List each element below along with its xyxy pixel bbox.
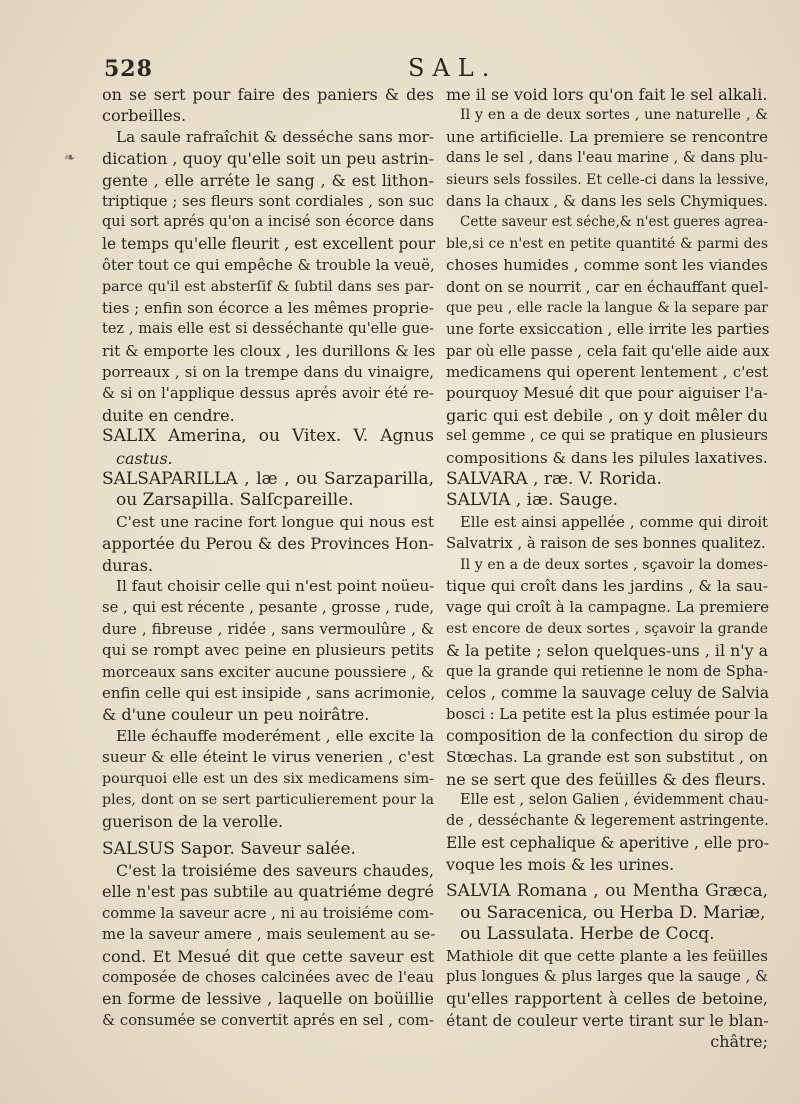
text-line: Elle est ainsi appellée , comme qui diroit [460, 513, 768, 531]
text-line: & consumée se convertit aprés en sel , com- [102, 1011, 434, 1029]
margin-mark: ❧ [64, 150, 76, 166]
text-line: bosci : La petite est la plus estimée pour la [446, 706, 768, 724]
text-line: dont on se nourrit , car en échauffant quel- [446, 278, 769, 296]
text-line: vage qui croît à la campagne. La premiere [446, 598, 769, 617]
text-line: voque les mois & les urines. [446, 855, 675, 875]
entry-heading-salvia-romana-cont: ou Saracenica, ou Herba D. Mariæ, [460, 902, 766, 923]
entry-heading-salvia-romana-cont2: ou Lassulata. Herbe de Cocq. [460, 924, 715, 945]
text-line: dure , fibreuse , ridée , sans vermoulûre , & [102, 620, 434, 638]
text-line: ples, dont on se sert particulierement pour la [102, 791, 434, 808]
text-line: par où elle passe , cela fait qu'elle aide aux [446, 342, 770, 360]
text-line: C'est la troisiéme des saveurs chaudes, [116, 861, 434, 881]
text-line: qui se rompt avec peine en plusieurs petits [102, 641, 434, 660]
text-line: C'est une racine fort longue qui nous est [116, 512, 434, 531]
text-line: Il faut choisir celle qui n'est point noüeu- [116, 576, 435, 595]
text-line: & la petite ; selon quelques-uns , il n'y a [446, 641, 768, 661]
text-line: Elle est , selon Galien , évidemment chau- [460, 791, 769, 808]
entry-heading-salsus: SALSUS Sapor. Saveur salée. [102, 838, 356, 859]
entry-heading-salix-cont: castus. [116, 448, 173, 468]
text-line: se , qui est récente , pesante , grosse , rude, [102, 599, 435, 617]
text-line: sueur & elle éteint le virus venerien , c'est [102, 748, 434, 767]
text-line: une forte exsiccation , elle irrite les parties [446, 321, 770, 339]
text-line: rit & emporte les cloux , les durillons & les [102, 341, 436, 360]
text-line: que peu , elle racle la langue & la separe par [446, 299, 768, 316]
text-line: dication , quoy qu'elle soit un peu astrin- [102, 149, 435, 169]
text-line: & si on l'applique dessus aprés avoir été re- [102, 385, 434, 403]
text-line: Stœchas. La grande est son substitut , on [446, 748, 768, 767]
text-line: parce qu'il est absterſif & ſubtil dans ses par- [102, 278, 434, 295]
text-line: Il y en a de deux sortes , sçavoir la domes- [460, 556, 768, 573]
text-line: Il y en a de deux sortes , une naturelle , & [460, 107, 768, 124]
text-line: on se sert pour faire des paniers & des [102, 85, 434, 104]
page-number: 528 [104, 56, 153, 82]
text-line: me la saveur amere , mais seulement au se- [102, 925, 436, 944]
text-line: ties ; enfin son écorce a les mêmes proprie- [102, 298, 434, 317]
right-column [446, 84, 768, 1053]
entry-heading-salsaparilla: SALSAPARILLA , læ , ou Sarzaparilla, [102, 469, 434, 490]
text-line: composition de la confection du sirop de [446, 726, 768, 745]
text-line: est encore de deux sortes , sçavoir la grande [446, 620, 768, 637]
text-line: châtre; [710, 1032, 768, 1052]
text-line: La saule rafraîchit & desséche sans mor- [116, 127, 434, 146]
text-line: en forme de lessive , laquelle on boüillie [102, 989, 434, 1009]
text-line: composée de choses calcinées avec de l'eau [102, 969, 434, 987]
text-line: duras. [102, 555, 154, 575]
text-line: corbeilles. [102, 106, 187, 126]
text-line: choses humides , comme sont les viandes [446, 256, 768, 275]
entry-heading-salvara: SALVARA , ræ. V. Rorida. [446, 469, 662, 490]
text-line: porreaux , si on la trempe dans du vinaigre, [102, 364, 434, 382]
text-line: Mathiole dit que cette plante a les feüilles [446, 946, 768, 965]
text-line: étant de couleur verte tirant sur le blan- [446, 1010, 769, 1030]
text-line: me il se void lors qu'on fait le sel alkali. [446, 85, 768, 104]
text-line: dans la chaux , & dans les sels Chymiques. [446, 192, 768, 210]
text-line: Salvatrix , à raison de ses bonnes qualitez. [446, 535, 766, 553]
text-line: plus longues & plus larges que la sauge , & [446, 969, 768, 986]
text-line: garic qui est debile , on y doit mêler du [446, 405, 768, 425]
text-line: pourquoi elle est un des six medicamens sim- [102, 770, 434, 787]
text-line: Elle est cephalique & aperitive , elle pro- [446, 833, 769, 852]
text-line: elle n'est pas subtile au quatriéme degré [102, 882, 434, 902]
text-line: ne se sert que des feüilles & des fleurs. [446, 769, 767, 789]
text-line: ble,si ce n'est en petite quantité & parmi des [446, 235, 768, 252]
text-line: triptique ; ses fleurs sont cordiales , son suc [102, 192, 434, 210]
text-line: gente , elle arréte le sang , & est lithon- [102, 170, 434, 190]
text-line: pourquoy Mesué dit que pour aiguiser l'a- [446, 384, 768, 403]
text-line: dans le sel , dans l'eau marine , & dans plu- [446, 150, 768, 167]
text-line: une artificielle. La premiere se rencontre [446, 127, 768, 146]
text-line: & d'une couleur un peu noirâtre. [102, 705, 370, 725]
text-line: de , desséchante & legerement astringente. [446, 813, 769, 830]
text-line: enfin celle qui est insipide , sans acrimonie, [102, 683, 436, 702]
text-line: que la grande qui retienne le nom de Spha- [446, 663, 768, 680]
text-line: ôter tout ce qui empêche & trouble la veuë, [102, 256, 435, 275]
text-line: comme la saveur acre , ni au troisiéme com- [102, 904, 434, 922]
text-line: Cette saveur est séche,& n'est gueres agrea- [460, 214, 768, 231]
text-line: qui sort aprés qu'on a incisé son écorce dans [102, 214, 434, 231]
text-line: le temps qu'elle fleurit , est excellent pour [102, 234, 436, 253]
text-line: medicamens qui operent lentement , c'est [446, 363, 768, 382]
running-head: SAL. [408, 54, 498, 82]
text-line: compositions & dans les pilules laxatives. [446, 448, 768, 467]
text-line: duite en cendre. [102, 405, 235, 425]
text-line: Elle échauffe moderément , elle excite la [116, 726, 434, 745]
entry-heading-salix: SALIX Amerina, ou Vitex. V. Agnus [102, 426, 434, 447]
entry-heading-salvia-romana: SALVIA Romana , ou Mentha Græca, [446, 881, 768, 902]
text-line: cond. Et Mesué dit que cette saveur est [102, 946, 434, 966]
text-line: sel gemme , ce qui se pratique en plusieurs [446, 428, 768, 445]
text-line: morceaux sans exciter aucune poussiere , & [102, 663, 434, 681]
text-line: tez , mais elle est si desséchante qu'elle gue- [102, 321, 434, 338]
text-line: qu'elles rapportent à celles de betoine, [446, 989, 768, 1009]
text-line: tique qui croît dans les jardins , & la sau- [446, 576, 768, 595]
entry-heading-salsaparilla-cont: ou Zarsapilla. Salſcpareille. [116, 490, 354, 511]
text-line: sieurs sels fossiles. Et celle-ci dans la lessive, [446, 171, 769, 188]
left-column [102, 84, 434, 1031]
entry-heading-salvia: SALVIA , iæ. Sauge. [446, 490, 618, 511]
text-line: celos , comme la sauvage celuy de Salvia [446, 683, 769, 702]
text-line: guerison de la verolle. [102, 812, 284, 832]
text-line: apportée du Perou & des Provinces Hon- [102, 534, 434, 554]
